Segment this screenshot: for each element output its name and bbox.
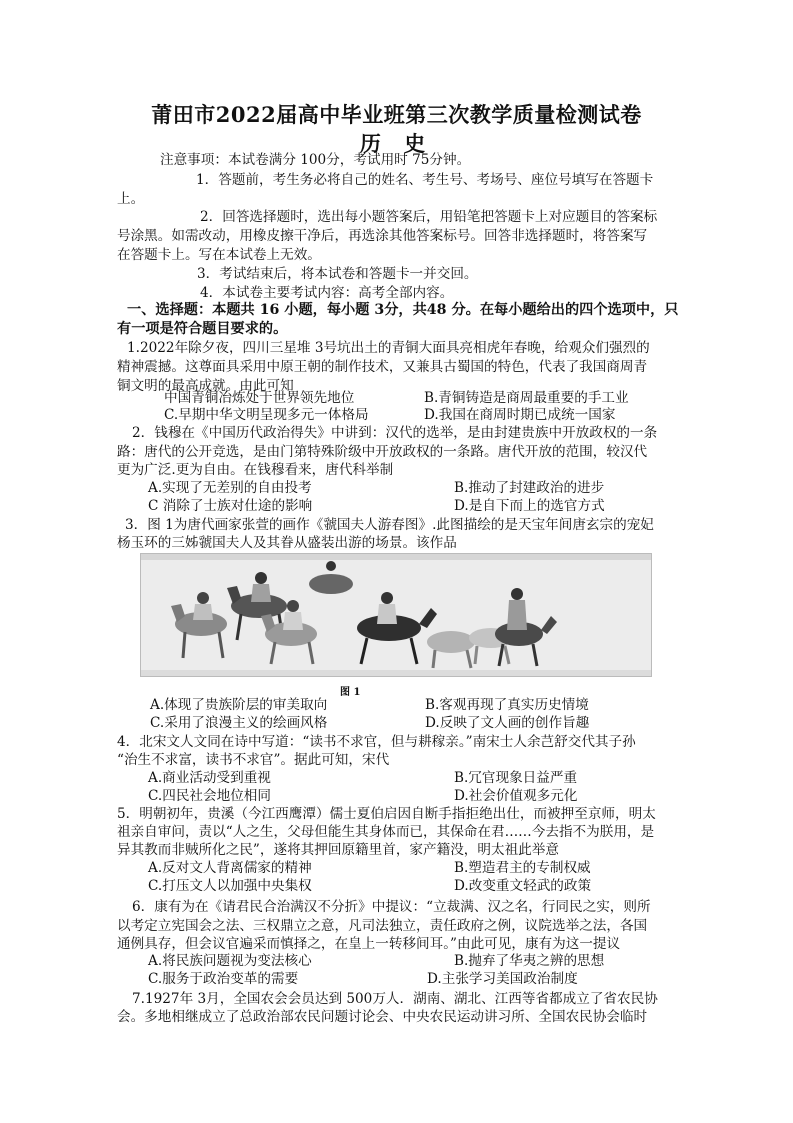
q6-stem: 6．康有为在《请君民合治满汉不分折》中提议：“立裁满、汉之名，行同民之实，则所 [132, 899, 651, 915]
painting-illustration [141, 554, 651, 676]
q4-option-d: D.社会价值观多元化 [454, 788, 578, 804]
q6-option-c: C.服务于政治变革的需要 [148, 971, 299, 987]
q6-option-a: A.将民族问题视为变法核心 [148, 953, 312, 969]
q1-option-c: C.早期中华文明呈现多元一体格局 [164, 407, 369, 423]
q5-option-a: A.反对文人背离儒家的精神 [148, 860, 312, 876]
q6-option-b: B.抛弃了华夷之辨的思想 [454, 953, 605, 969]
q5-stem-cont: 祖亲自审问，责以“人之生，父母但能生其身体而已，其保命在君……今去指不为朕用，是 [117, 824, 655, 840]
note-1: 1．答题前，考生务必将自己的姓名、考生号、考场号、座位号填写在答题卡 [196, 172, 654, 188]
q1-option-a: 中国青铜冶炼处于世界领先地位 [164, 390, 355, 406]
q1-stem-cont2: 铜文明的最高成就。由此可知 [117, 378, 294, 394]
q2-option-a: A.实现了无差别的自由投考 [148, 480, 312, 496]
q4-option-c: C.四民社会地位相同 [148, 788, 271, 804]
q5-stem-cont2: 异其教而非贼所化之民”，遂将其押回原籍里首，家产籍没，明太祖此举意 [117, 842, 559, 858]
q2-option-c: C 消除了士族对仕途的影响 [148, 498, 313, 514]
q4-stem: 4．北宋文人文同在诗中写道：“读书不求官，但与耕稼亲。”南宋士人余芑舒交代其子孙 [117, 734, 636, 750]
q5-stem: 5．明朝初年，贵溪（今江西鹰潭）儒士夏伯启因自断手指拒绝出仕，而被押至京师，明太 [117, 806, 656, 822]
q3-option-a: A.体现了贵族阶层的审美取向 [150, 697, 328, 713]
q4-stem-cont: “治生不求富，读书不求官”。据此可知，宋代 [117, 752, 390, 768]
note-2: 2．回答选择题时，选出每小题答案后，用铅笔把答题卡上对应题目的答案标 [200, 209, 658, 225]
q2-stem: 2．钱穆在《中国历代政治得失》中讲到：汉代的选举，是由封建贵族中开放政权的一条 [132, 425, 658, 441]
note-3: 3．考试结束后，将本试卷和答题卡一并交回。 [197, 266, 478, 282]
subject-title: 历 史 [359, 131, 434, 156]
exam-title: 莆田市2022届高中毕业班第三次教学质量检测试卷 [151, 102, 642, 127]
figure-painting [140, 553, 652, 677]
section-heading: 一、选择题：本题共 16 小题，每小题 3分，共48 分。在每小题给出的四个选项中，只 [127, 302, 679, 318]
q4-option-a: A.商业活动受到重视 [148, 770, 271, 786]
note-2-cont: 号涂黑。如需改动，用橡皮擦干净后，再选涂其他答案标号。回答非选择题时，将答案写 [117, 228, 648, 244]
q4-option-b: B.冗官现象日益严重 [454, 770, 578, 786]
q3-stem-cont: 杨玉环的三姊虢国夫人及其眷从盛装出游的场景。该作品 [117, 535, 457, 551]
q1-option-d: D.我国在商周时期已成统一国家 [424, 407, 616, 423]
q5-option-c: C.打压文人以加强中央集权 [148, 878, 312, 894]
q2-stem-cont: 路：唐代的公开竞选，是由门第特殊阶级中开放政权的一条路。唐代开放的范围，较汉代 [117, 444, 648, 460]
q1-stem: 1.2022年除夕夜，四川三星堆 3号坑出土的青铜大面具亮相虎年春晚，给观众们强烈的 [127, 340, 650, 356]
q3-option-c: C.采用了浪漫主义的绘画风格 [150, 715, 328, 731]
q7-stem-cont: 会。多地相继成立了总政治部农民问题讨论会、中央农民运动讲习所、全国农民协会临时 [117, 1009, 648, 1025]
q1-option-b: B.青铜铸造是商周最重要的手工业 [424, 390, 629, 406]
notes-intro: 注意事项：本试卷满分 100分，考试用时 75分钟。 [160, 152, 471, 168]
figure-label: 图 1 [340, 687, 361, 698]
q6-stem-cont: 以考定立宪国会之法、三权鼎立之意，凡司法独立，责任政府之例，议院选举之法，各国 [117, 918, 648, 934]
q3-option-b: B.客观再现了真实历史情境 [425, 697, 589, 713]
q1-stem-cont: 精神震撼。这尊面具采用中原王朝的制作技术，又兼具古蜀国的特色，代表了我国商周青 [117, 359, 648, 375]
q5-option-d: D.改变重文轻武的政策 [454, 878, 592, 894]
q5-option-b: B.塑造君主的专制权威 [454, 860, 591, 876]
q3-stem: 3．图 1为唐代画家张萱的画作《虢国夫人游春图》.此图描绘的是天宝年间唐玄宗的宠妃 [125, 517, 654, 533]
note-2-cont2: 在答题卡上。写在本试卷上无效。 [117, 247, 321, 263]
q3-option-d: D.反映了文人画的创作旨趣 [425, 715, 590, 731]
note-4: 4．本试卷主要考试内容：高考全部内容。 [200, 285, 454, 301]
q6-option-d: D.主张学习美国政治制度 [427, 971, 578, 987]
q2-option-d: D.是自下而上的选官方式 [454, 498, 605, 514]
section-heading-cont: 有一项是符合题目要求的。 [117, 321, 288, 337]
q6-stem-cont2: 通例具存，但会议官遍采而慎择之，在皇上一转移间耳。”由此可见，康有为这一提议 [117, 936, 621, 952]
note-1-cont: 上。 [117, 191, 145, 207]
q7-stem: 7.1927年 3月，全国农会会员达到 500万人．湖南、湖北、江西等省都成立了省农民协 [132, 991, 658, 1007]
q2-option-b: B.推动了封建政治的进步 [454, 480, 605, 496]
q2-stem-cont2: 更为广泛.更为自由。在钱穆看来，唐代科举制 [117, 462, 394, 478]
